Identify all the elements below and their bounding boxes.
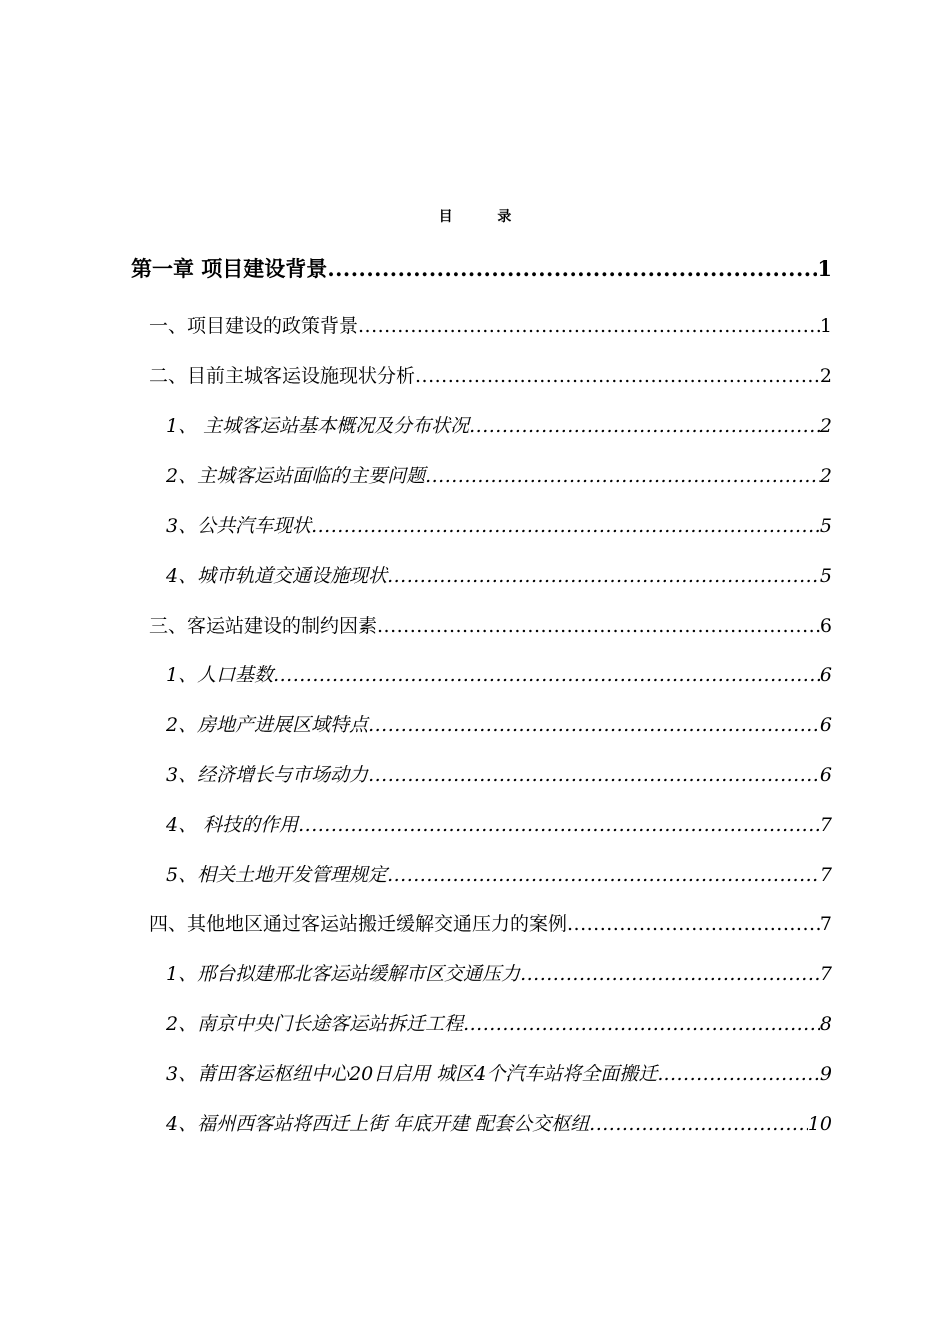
toc-entry-label: 1、邢台拟建邢北客运站缓解市区交通压力 — [166, 963, 521, 985]
toc-entry-label: 4、福州西客站将西迁上街 年底开建 配套公交枢纽 — [166, 1113, 590, 1135]
toc-page-number: 7 — [819, 963, 832, 985]
toc-page-number: 6 — [819, 615, 832, 637]
toc-page-number: 7 — [819, 864, 832, 886]
toc-page-number: 5 — [819, 565, 832, 587]
toc-leader — [463, 1013, 820, 1035]
toc-page-number: 2 — [819, 365, 832, 387]
toc-entry-label: 第一章 项目建设背景 — [131, 256, 328, 281]
toc-leader — [387, 565, 820, 587]
toc-entry-label: 三、客运站建设的制约因素 — [149, 615, 378, 637]
toc-entry-section-4[interactable] — [149, 909, 832, 936]
toc-entry-section-2[interactable] — [149, 361, 832, 388]
toc-entry-subsection-3-2[interactable] — [166, 710, 832, 737]
toc-entry-label: 四、其他地区通过客运站搬迁缓解交通压力的案例 — [149, 913, 568, 935]
toc-entry-label: 5、相关土地开发管理规定 — [166, 864, 388, 886]
toc-entry-subsection-3-5[interactable] — [166, 860, 832, 887]
toc-entry-subsection-3-1[interactable] — [166, 660, 832, 687]
toc-leader — [415, 365, 820, 387]
toc-entry-subsection-2-2[interactable] — [166, 461, 832, 488]
toc-entry-label: 1、人口基数 — [166, 664, 274, 686]
toc-page-number: 1 — [819, 315, 832, 337]
toc-entry-section-1[interactable] — [149, 311, 832, 338]
toc-leader — [589, 1113, 808, 1135]
toc-entry-subsection-4-3[interactable] — [166, 1059, 832, 1086]
toc-entry-label: 4、 科技的作用 — [166, 814, 299, 836]
toc-entry-label: 2、南京中央门长途客运站拆迁工程 — [166, 1013, 464, 1035]
toc-entry-subsection-4-4[interactable] — [166, 1109, 832, 1136]
toc-entry-label: 3、经济增长与市场动力 — [166, 764, 369, 786]
toc-entry-label: 2、房地产进展区域特点 — [166, 714, 369, 736]
toc-leader — [298, 814, 820, 836]
toc-entry-subsection-2-4[interactable] — [166, 561, 832, 588]
toc-entry-subsection-3-3[interactable] — [166, 760, 832, 787]
toc-entry-label: 1、 主城客运站基本概况及分布状况 — [166, 415, 470, 437]
toc-page-number: 1 — [817, 256, 832, 281]
toc-entry-label: 3、莆田客运枢纽中心20日启用 城区4个汽车站将全面搬迁. — [166, 1063, 664, 1085]
toc-page-number: 7 — [819, 913, 832, 935]
toc-page-number: 6 — [819, 714, 832, 736]
toc-entry-section-3[interactable] — [149, 611, 832, 638]
toc-leader — [311, 515, 820, 537]
toc-entry-label: 一、项目建设的政策背景 — [149, 315, 359, 337]
toc-entry-label: 二、目前主城客运设施现状分析 — [149, 365, 416, 387]
toc-page-number: 10 — [807, 1113, 832, 1135]
toc-entry-label: 4、城市轨道交通设施现状 — [166, 565, 388, 587]
toc-page-number: 7 — [819, 814, 832, 836]
toc-leader — [387, 864, 820, 886]
toc-page-number: 2 — [819, 415, 832, 437]
toc-page-number: 9 — [819, 1063, 832, 1085]
toc-leader — [469, 415, 820, 437]
toc-entry-subsection-4-1[interactable] — [166, 959, 832, 986]
toc-leader — [567, 913, 820, 935]
toc-entry-subsection-4-2[interactable] — [166, 1009, 832, 1036]
toc-leader — [327, 256, 817, 281]
toc-entry-subsection-2-1[interactable] — [166, 411, 832, 438]
toc-page-number: 5 — [819, 515, 832, 537]
toc-page-number: 6 — [819, 664, 832, 686]
toc-entry-subsection-3-4[interactable] — [166, 810, 832, 837]
toc-page-number: 6 — [819, 764, 832, 786]
toc-leader — [377, 615, 820, 637]
toc-page-number: 8 — [819, 1013, 832, 1035]
toc-title: 目 录 — [438, 209, 532, 225]
toc-entry-label: 3、公共汽车现状 — [166, 515, 312, 537]
toc-page-number: 2 — [819, 465, 832, 487]
toc-entry-chapter-1[interactable] — [131, 253, 832, 283]
toc-leader — [273, 664, 820, 686]
toc-leader — [425, 465, 820, 487]
toc-entry-subsection-2-3[interactable] — [166, 511, 832, 538]
toc-leader — [520, 963, 820, 985]
toc-entry-label: 2、主城客运站面临的主要问题 — [166, 465, 426, 487]
toc-leader — [663, 1063, 819, 1085]
toc-leader — [368, 714, 820, 736]
toc-leader — [368, 764, 820, 786]
toc-leader — [358, 315, 820, 337]
